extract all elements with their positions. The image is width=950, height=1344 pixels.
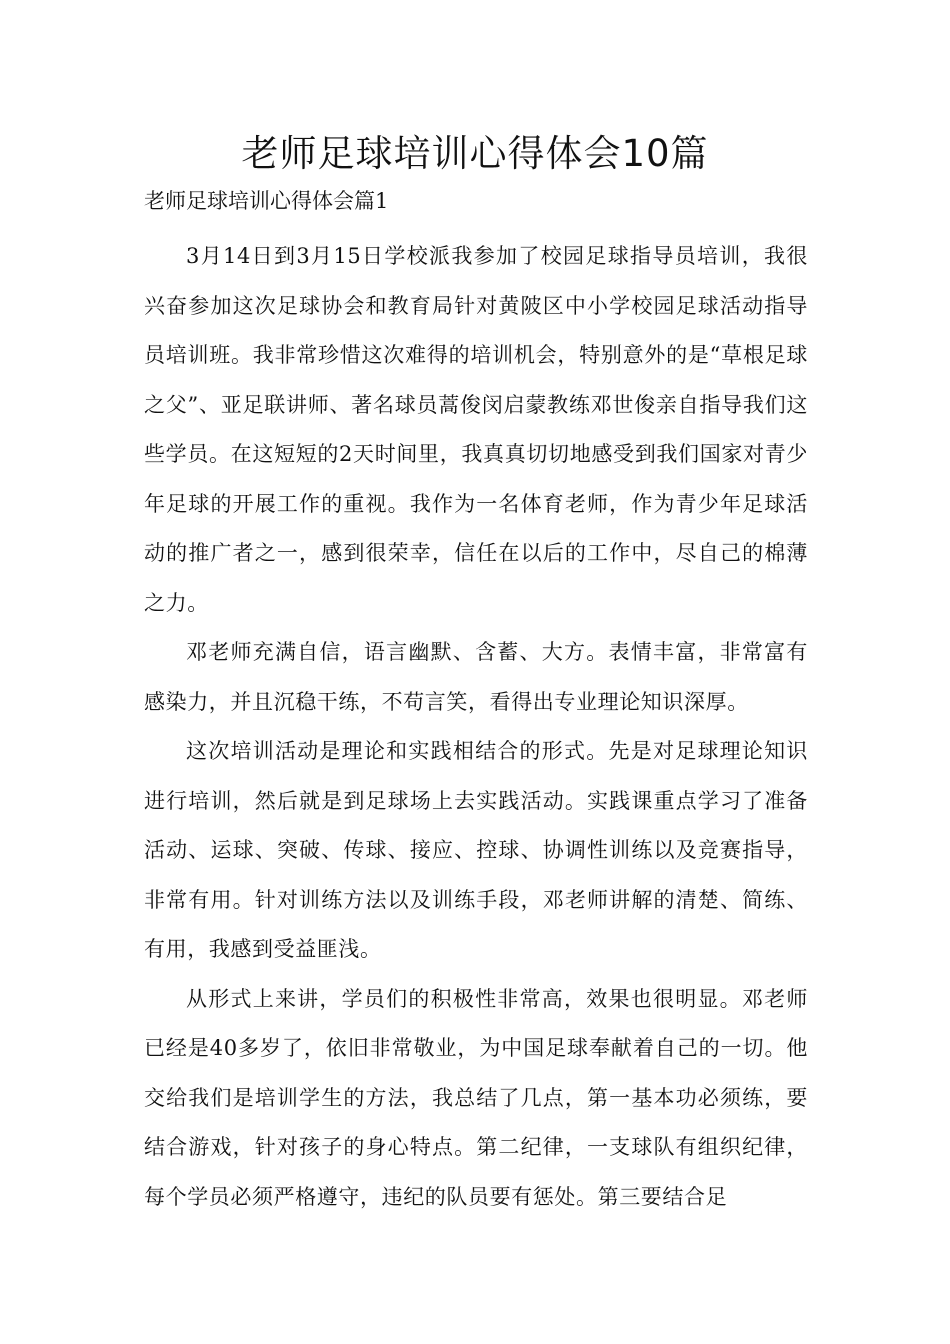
paragraph-3: 这次培训活动是理论和实践相结合的形式。先是对足球理论知识进行培训，然后就是到足球场上去实践活动。实践课重点学习了准备活动、运球、突破、传球、接应、控球、协调性训练以及竞赛指导，非常有用。针对训练方法以及训练手段，邓老师讲解的清楚、简练、有用，我感到受益匪浅。 bbox=[144, 739, 808, 961]
document-title: 老师足球培训心得体会10篇 bbox=[241, 132, 709, 175]
paragraph-2: 邓老师充满自信，语言幽默、含蓄、大方。表情丰富，非常富有感染力，并且沉稳干练，不苟言笑，看得出专业理论知识深厚。 bbox=[144, 640, 808, 714]
section-heading: 老师足球培训心得体会篇1 bbox=[144, 189, 389, 213]
paragraph-4: 从形式上来讲，学员们的积极性非常高，效果也很明显。邓老师已经是40多岁了，依旧非常敬业，为中国足球奉献着自己的一切。他交给我们是培训学生的方法，我总结了几点，第一基本功必须练，要结合游戏，针对孩子的身心特点。第二纪律，一支球队有组织纪律，每个学员必须严格遵守，违纪的队员要有惩处。第三要结合足 bbox=[144, 986, 808, 1209]
paragraph-1: 3月14日到3月15日学校派我参加了校园足球指导员培训，我很兴奋参加这次足球协会和教育局针对黄陂区中小学校园足球活动指导员培训班。我非常珍惜这次难得的培训机会，特别意外的是“草根足球之父”、亚足联讲师、著名球员蒿俊闵启蒙教练邓世俊亲自指导我们这些学员。在这短短的2天时间里，我真真切切地感受到我们国家对青少年足球的开展工作的重视。我作为一名体育老师，作为青少年足球活动的推广者之一，感到很荣幸，信任在以后的工作中，尽自己的棉薄之力。 bbox=[144, 244, 808, 615]
document-body bbox=[144, 232, 808, 1222]
